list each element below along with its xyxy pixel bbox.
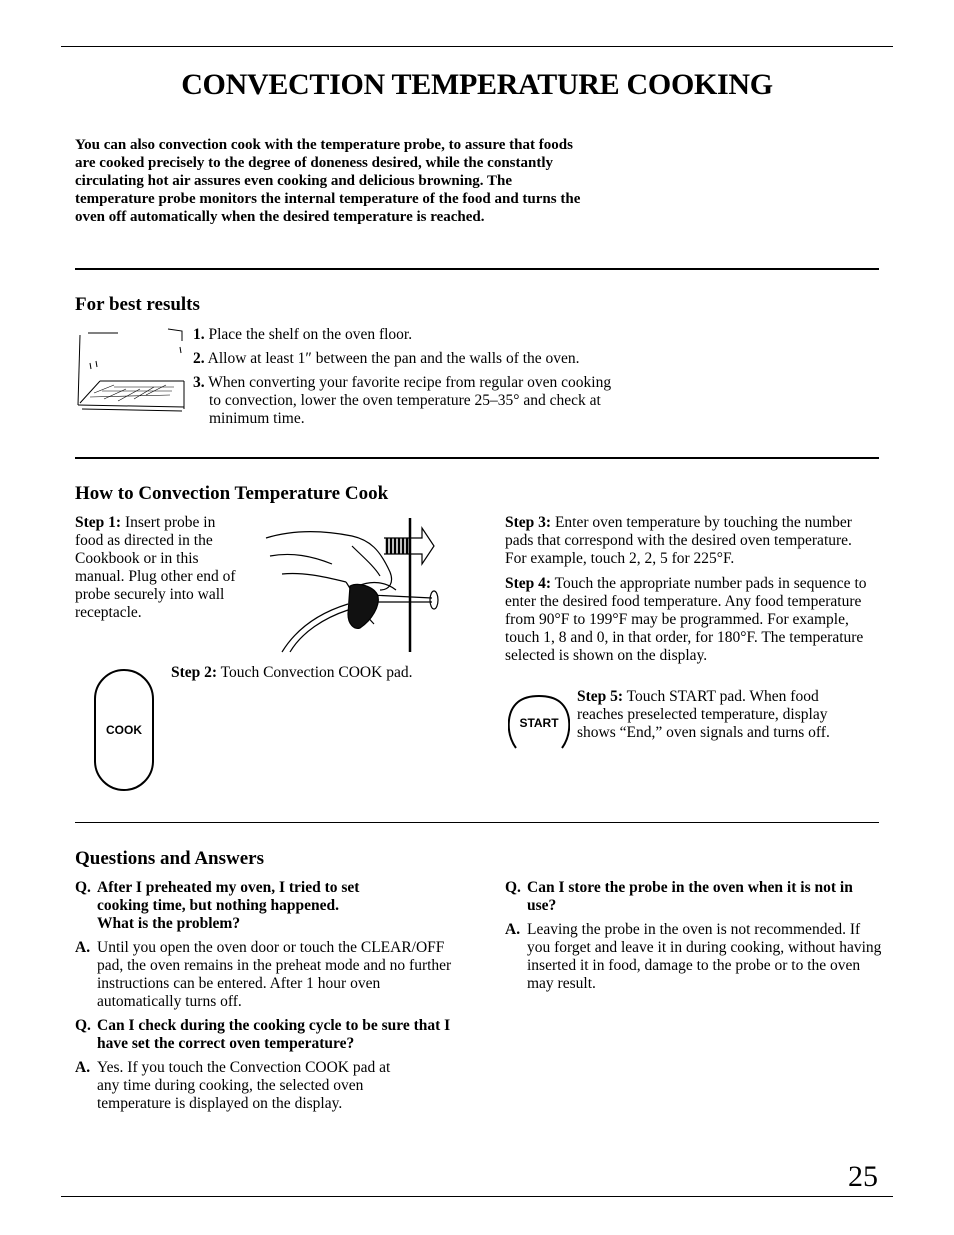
item-number: 1. <box>193 326 205 343</box>
step-text: Enter oven temperature by touching the number pads that correspond with the desired oven temperature. For example, touch 2, 2, 5 for 225°F. <box>505 514 852 567</box>
step-text: Touch the appropriate number pads in sequence to enter the desired food temperature. Any food temperature from 90°F to 199°F may be programmed. For example, touch 1, 8 and 0, in that order, for 180°F. The temperature selected is shown on the display. <box>505 575 867 664</box>
answer-text: Yes. If you touch the Convection COOK pad at any time during cooking, the selected oven temperature is displayed on the display. <box>97 1059 391 1112</box>
section-divider-3 <box>75 822 879 823</box>
item-number: 3. <box>193 374 205 391</box>
step-1 <box>75 514 243 622</box>
question <box>75 879 455 933</box>
step-label: Step 4: <box>505 575 552 592</box>
step-label: Step 5: <box>577 688 624 705</box>
intro-paragraph: You can also convection cook with the temperature probe, to assure that foods are cooked precisely to the degree of doneness desired, while the constantly circulating hot air assures even cooking and delicious browning. The temperature probe monitors the internal temperature of the food and turns the oven off automatically when the desired temperature is reached. <box>75 137 581 225</box>
start-pad[interactable]: START <box>519 716 559 730</box>
question <box>505 879 885 915</box>
answer-label: A. <box>505 921 521 938</box>
qa-item <box>505 879 885 993</box>
answer-label: A. <box>75 1059 91 1076</box>
page-title: CONVECTION TEMPERATURE COOKING <box>181 68 773 101</box>
item-number: 2. <box>193 350 205 367</box>
probe-insert-illustration <box>262 516 442 654</box>
step-label: Step 2: <box>171 664 218 681</box>
step-text: Touch Convection COOK pad. <box>217 664 413 681</box>
oven-shelf-illustration <box>74 327 188 415</box>
item-text: When converting your favorite recipe from regular oven cooking to convection, lower the oven temperature 25–35° and check at minimum time. <box>208 374 612 427</box>
step-4 <box>505 575 873 665</box>
section-divider-2 <box>75 457 879 459</box>
question-label: Q. <box>75 1017 91 1034</box>
step-2 <box>171 664 461 682</box>
best-results-item <box>193 350 633 368</box>
answer-label: A. <box>75 939 91 956</box>
answer <box>75 939 455 1011</box>
top-rule <box>61 46 893 47</box>
question-label: Q. <box>505 879 521 896</box>
best-results-heading: For best results <box>75 294 200 315</box>
question-label: Q. <box>75 879 91 896</box>
bottom-rule <box>61 1196 893 1197</box>
item-text: Allow at least 1″ between the pan and the walls of the oven. <box>207 350 580 367</box>
best-results-item <box>193 326 633 344</box>
best-results-item <box>193 374 619 428</box>
answer-text: Until you open the oven door or touch the CLEAR/OFF pad, the oven remains in the preheat mode and no further instructions can be entered. After 1 hour oven automatically turns off. <box>97 939 452 1010</box>
how-to-heading: How to Convection Temperature Cook <box>75 483 389 504</box>
question <box>75 1017 455 1053</box>
answer <box>505 921 885 993</box>
question-text: After I preheated my oven, I tried to set cooking time, but nothing happened. What is the problem? <box>97 879 360 932</box>
step-5 <box>577 688 867 742</box>
step-text: Insert probe in food as directed in the Cookbook or in this manual. Plug other end of probe securely into wall receptacle. <box>75 514 236 621</box>
item-text: Place the shelf on the oven floor. <box>208 326 413 343</box>
step-text: Touch START pad. When food reaches preselected temperature, display shows “End,” oven signals and turns off. <box>577 688 830 741</box>
qa-item <box>75 879 455 1011</box>
step-3 <box>505 514 873 568</box>
step-label: Step 1: <box>75 514 122 531</box>
cook-pad[interactable]: COOK <box>94 669 154 791</box>
question-text: Can I store the probe in the oven when it is not in use? <box>527 879 853 914</box>
qa-item <box>75 1017 455 1113</box>
answer <box>75 1059 455 1113</box>
qa-heading: Questions and Answers <box>75 848 264 869</box>
step-label: Step 3: <box>505 514 552 531</box>
question-text: Can I check during the cooking cycle to be sure that I have set the correct oven temperature? <box>97 1017 451 1052</box>
answer-text: Leaving the probe in the oven is not recommended. If you forget and leave it in during cooking, without having inserted it in food, damage to the probe or to the oven may result. <box>527 921 882 992</box>
page-number: 25 <box>848 1160 878 1193</box>
section-divider-1 <box>75 268 879 270</box>
